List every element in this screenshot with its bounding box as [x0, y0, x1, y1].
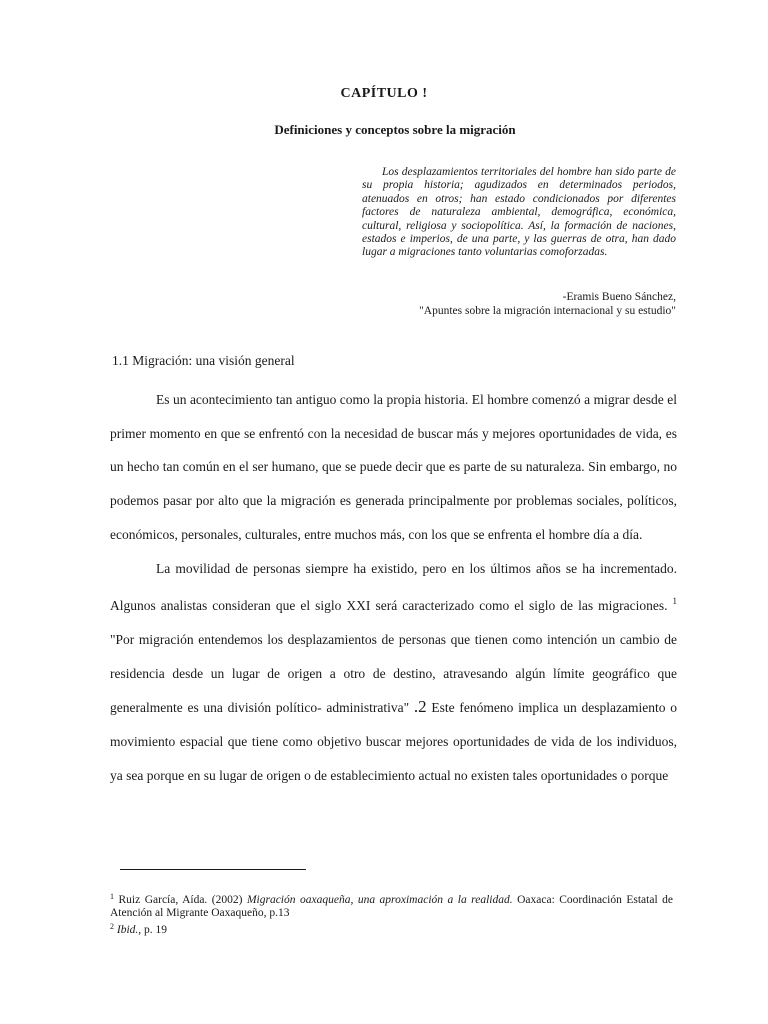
footnote-2	[110, 920, 673, 937]
paragraph-2	[110, 552, 677, 793]
chapter-heading: CAPÍTULO !	[340, 86, 428, 101]
footnote-1-title: Migración oaxaqueña, una aproximación a la realidad.	[246, 894, 513, 906]
paragraph-2-part-b: "Por migración entendemos los desplazamientos de personas que tienen como intención un cambio de residencia desde un lugar de origen a otro de destino, atravesando algún límite geográfico que generalmente es una división político- administrativa"	[110, 631, 677, 716]
footnote-1-number: 1	[110, 892, 114, 901]
footnote-2-number: 2	[110, 922, 114, 931]
footnotes	[110, 890, 673, 937]
body-text	[110, 383, 677, 792]
paragraph-1: Es un acontecimiento tan antiguo como la propia historia. El hombre comenzó a migrar desde el primer momento en que se enfrentó con la necesidad de buscar más y mejores oportunidades de vida, es un hecho tan común en el ser humano, que se puede decir que es parte de su naturaleza. Sin embargo, no podemos pasar por alto que la migración es generada principalmente por problemas sociales, políticos, económicos, personales, culturales, entre muchos más, con los que se enfrenta el hombre día a día.	[110, 392, 677, 542]
footnote-ref-1[interactable]: 1	[672, 596, 678, 607]
epigraph-source: "Apuntes sobre la migración internacional y su estudio"	[419, 305, 676, 317]
paragraph-2-part-a: La movilidad de personas siempre ha existido, pero en los últimos años se ha incrementado. Algunos analistas consideran que el siglo XXI será caracterizado como el siglo de las migraciones.	[110, 560, 677, 614]
footnote-ref-2[interactable]: .2	[413, 697, 427, 717]
section-heading: 1.1 Migración: una visión general	[112, 353, 295, 368]
epigraph-quote: Los desplazamientos territoriales del hombre han sido parte de su propia historia; agudizados en determinados periodos, atenuados en otros; han estado condicionados por diferentes factores de naturaleza ambiental, demográfica, económica, cultural, religiosa y sociopolítica. Así, la formación de naciones, estados e imperios, de una parte, y las guerras de otra, han dado lugar a migraciones tanto voluntarias comoforzadas.	[362, 166, 676, 259]
footnote-1	[110, 890, 673, 920]
footnote-1-publisher: Oaxaca: Coordinación Estatal de Atención al Migrante Oaxaqueño, p.13	[110, 894, 673, 919]
epigraph-author: -Eramis Bueno Sánchez,	[562, 291, 676, 303]
footnote-2-page: p. 19	[141, 924, 168, 936]
footnote-2-ibid: Ibid.,	[116, 924, 142, 936]
paragraph-2-part-c: Este fenómeno implica un desplazamiento o movimiento espacial que tiene como objetivo buscar mejores oportunidades de vida de los individuos, ya sea porque en su lugar de origen o de establecimiento actual no existen tales oportunidades o porque	[110, 700, 677, 783]
chapter-title: Definiciones y conceptos sobre la migración	[274, 122, 516, 137]
footnote-1-author: Ruiz García, Aída. (2002)	[114, 894, 247, 906]
footnote-separator	[120, 869, 306, 870]
